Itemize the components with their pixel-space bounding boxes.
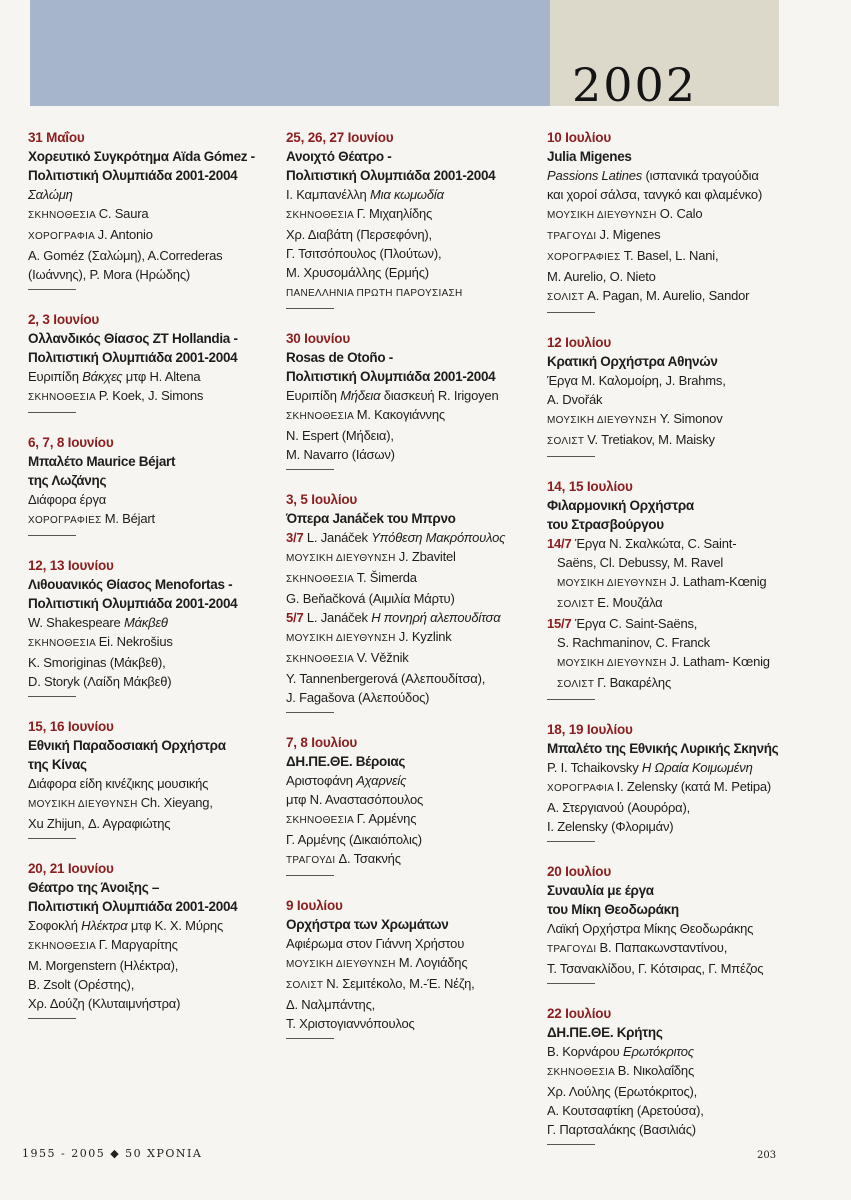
- detail-text: V. Věžnik: [356, 650, 409, 665]
- header-band-blue: [30, 0, 550, 106]
- event-detail-line: [547, 430, 797, 451]
- event-date: 22 Ιουλίου: [547, 1006, 611, 1021]
- detail-text: Τ. Τσανακλίδου, Γ. Κότσιρας, Γ. Μπέζος: [547, 961, 764, 976]
- event-entry: [547, 720, 797, 842]
- event-title: Ορχήστρα των Χρωμάτων: [286, 917, 449, 932]
- detail-text: L. Janáček: [303, 530, 372, 545]
- event-detail-line: [286, 426, 536, 445]
- event-date: 10 Ιουλίου: [547, 130, 611, 145]
- event-entry: [28, 556, 268, 697]
- event-detail-line: [286, 204, 536, 225]
- credit-role-label: ΣΚΗΝΟΘΕΣΙΑ: [28, 210, 99, 221]
- event-date: 25, 26, 27 Ιουνίου: [286, 130, 394, 145]
- event-detail-line: [286, 627, 536, 648]
- event-entry: [547, 862, 797, 984]
- event-detail-line: [28, 916, 268, 935]
- event-detail-line: [286, 771, 536, 790]
- detail-text: Xu Zhijun, Δ. Αγραφιώτης: [28, 816, 171, 831]
- detail-text: A. Dvořák: [547, 392, 603, 407]
- credit-role-label: ΣΟΛΙΣΤ: [547, 436, 588, 447]
- event-date: 9 Ιουλίου: [286, 898, 343, 913]
- event-detail-line: [547, 673, 797, 694]
- event-entry: [28, 128, 268, 290]
- event-entry: [286, 329, 536, 470]
- event-detail-line: [286, 974, 536, 995]
- program-column-2: [286, 128, 536, 1059]
- event-detail-line: [286, 386, 536, 405]
- detail-text: μτφ Ν. Αναστασόπουλος: [286, 792, 424, 807]
- event-entry: [547, 333, 797, 457]
- event-date: 2, 3 Ιουνίου: [28, 312, 100, 327]
- credit-role-label: ΤΡΑΓΟΥΔΙ: [547, 231, 600, 242]
- detail-text: A. Pagan, M. Aurelio, Sandor: [587, 288, 750, 303]
- detail-text: B. Zsolt (Ορέστης),: [28, 977, 135, 992]
- event-detail-line: [547, 166, 797, 185]
- event-detail-line: [547, 1042, 797, 1061]
- detail-text: I. Zelensky (Φλοριμάν): [547, 819, 674, 834]
- detail-text: J. Fagašova (Αλεπούδος): [286, 690, 430, 705]
- event-detail-line: [286, 263, 536, 282]
- event-title: Μπαλέτο της Εθνικής Λυρικής Σκηνής: [547, 741, 779, 756]
- credit-role-label: ΜΟΥΣΙΚΗ ΔΙΕΥΘΥΝΣΗ: [28, 799, 141, 810]
- event-detail-line: [547, 371, 797, 390]
- detail-text: (ισπανικά τραγούδια: [642, 168, 759, 183]
- event-detail-line: [28, 793, 268, 814]
- event-detail-line: [28, 994, 268, 1013]
- detail-text: Β. Νικολαΐδης: [617, 1063, 695, 1078]
- credit-role-label: ΜΟΥΣΙΚΗ ΔΙΕΥΘΥΝΣΗ: [547, 415, 660, 426]
- event-detail-line: [286, 953, 536, 974]
- event-detail-line: [286, 934, 536, 953]
- event-detail-line: [547, 919, 797, 938]
- detail-text: P. I. Tchaikovsky: [547, 760, 642, 775]
- event-detail-line: [28, 509, 268, 530]
- event-title: Rosas de Otoño -: [286, 350, 393, 365]
- event-detail-line: [28, 246, 268, 265]
- detail-text: Ευριπίδη: [28, 369, 83, 384]
- detail-text: J. Antonio: [97, 227, 153, 242]
- event-detail-line: [28, 367, 268, 386]
- event-detail-line: [547, 390, 797, 409]
- event-detail-line: [547, 553, 797, 572]
- event-detail-line: [286, 185, 536, 204]
- event-title: της Κίνας: [28, 757, 87, 772]
- detail-text: Γ. Μιχαηλίδης: [356, 206, 433, 221]
- event-title: ΔΗ.ΠΕ.ΘΕ. Βέροιας: [286, 754, 406, 769]
- event-detail-line: [28, 490, 268, 509]
- event-detail-line: [286, 688, 536, 707]
- detail-text: O. Calo: [659, 206, 703, 221]
- detail-text: Α. Κουτσαφτίκη (Αρετούσα),: [547, 1103, 704, 1118]
- detail-text: C. Saura: [98, 206, 149, 221]
- program-column-3: [547, 128, 797, 1165]
- event-entry: [547, 128, 797, 313]
- detail-text: Μ. Χρυσομάλλης (Ερμής): [286, 265, 429, 280]
- detail-text: L. Janáček: [303, 610, 372, 625]
- event-detail-line: [547, 286, 797, 307]
- detail-text: N. Espert (Μήδεια),: [286, 428, 394, 443]
- event-entry: [286, 490, 536, 713]
- detail-text: Ν. Σεμιτέκολο, Μ.-Έ. Νέζη,: [326, 976, 475, 991]
- credit-role-label: ΧΟΡΟΓΡΑΦΙΕΣ: [547, 252, 624, 263]
- detail-text: Μ. Κακογιάννης: [356, 407, 445, 422]
- event-title: Julia Migenes: [547, 149, 632, 164]
- detail-text: P. Koek, J. Simons: [98, 388, 204, 403]
- event-title: Μπαλέτο Maurice Béjart: [28, 454, 176, 469]
- detail-text: W. Shakespeare: [28, 615, 124, 630]
- detail-text: Ch. Xieyang,: [140, 795, 213, 810]
- event-entry: [28, 433, 268, 536]
- event-detail-line: [547, 1101, 797, 1120]
- event-detail-line: [547, 1120, 797, 1139]
- event-detail-line: [547, 246, 797, 267]
- detail-text: J. Latham- Kœnig: [669, 654, 770, 669]
- credit-role-label: ΣΟΛΙΣΤ: [557, 599, 598, 610]
- event-detail-line: [28, 632, 268, 653]
- detail-text: Διάφορα είδη κινέζικης μουσικής: [28, 776, 209, 791]
- event-detail-line: [286, 809, 536, 830]
- event-detail-line: [547, 593, 797, 614]
- event-entry: [286, 128, 536, 309]
- detail-text: Αφιέρωμα στον Γιάννη Χρήστου: [286, 936, 465, 951]
- event-detail-line: [286, 589, 536, 608]
- credit-role-label: ΤΡΑΓΟΥΔΙ: [547, 944, 600, 955]
- event-date: 15, 16 Ιουνίου: [28, 719, 114, 734]
- page-year: 2002: [572, 58, 698, 112]
- event-detail-line: [547, 572, 797, 593]
- event-detail-line: [547, 1061, 797, 1082]
- event-detail-line: [28, 975, 268, 994]
- event-detail-line: [286, 608, 536, 627]
- event-detail-line: [547, 1082, 797, 1101]
- event-date: 31 Μαΐου: [28, 130, 85, 145]
- event-detail-line: [547, 267, 797, 286]
- detail-text: Β. Κορνάρου: [547, 1044, 623, 1059]
- detail-text: Χρ. Διαβάτη (Περσεφόνη),: [286, 227, 432, 242]
- detail-text: M. Navarro (Ιάσων): [286, 447, 395, 462]
- credit-role-label: ΧΟΡΟΓΡΑΦΙΕΣ: [28, 515, 105, 526]
- detail-text: Υπόθεση Μακρόπουλος: [371, 530, 506, 545]
- detail-text: Γ. Αρμένης: [356, 811, 417, 826]
- detail-text: Τ. Χριστογιαννόπουλος: [286, 1016, 415, 1031]
- event-detail-line: [547, 817, 797, 836]
- event-detail-line: [286, 995, 536, 1014]
- event-detail-line: [28, 204, 268, 225]
- event-date: 18, 19 Ιουλίου: [547, 722, 633, 737]
- event-date: 12, 13 Ιουνίου: [28, 558, 114, 573]
- credit-role-label: ΣΚΗΝΟΘΕΣΙΑ: [286, 815, 357, 826]
- event-detail-line: [28, 956, 268, 975]
- detail-text: και χοροί σάλσα, τανγκό και φλαμένκο): [547, 187, 763, 202]
- event-detail-line: [28, 814, 268, 833]
- event-detail-line: [286, 282, 536, 303]
- event-detail-line: [286, 547, 536, 568]
- detail-text: Αχαρνείς: [356, 773, 407, 788]
- event-title: Κρατική Ορχήστρα Αθηνών: [547, 354, 718, 369]
- detail-text: Έργα C. Saint-Saëns,: [571, 616, 698, 631]
- credit-role-label: ΜΟΥΣΙΚΗ ΔΙΕΥΘΥΝΣΗ: [286, 633, 399, 644]
- event-date: 7, 8 Ιουλίου: [286, 735, 358, 750]
- event-detail-line: [286, 849, 536, 870]
- credit-role-label: ΣΚΗΝΟΘΕΣΙΑ: [28, 392, 99, 403]
- event-entry: [28, 717, 268, 839]
- event-title: Ανοιχτό Θέατρο -: [286, 149, 392, 164]
- event-entry: [286, 896, 536, 1039]
- event-entry: [547, 1004, 797, 1145]
- event-title: Συναυλία με έργα: [547, 883, 654, 898]
- event-detail-line: [28, 935, 268, 956]
- event-entry: [28, 859, 268, 1019]
- event-detail-line: [28, 672, 268, 691]
- event-detail-line: [547, 409, 797, 430]
- event-detail-line: [28, 774, 268, 793]
- detail-text: Passions Latines: [547, 168, 643, 183]
- program-column-1: [28, 128, 268, 1039]
- event-date: 30 Ιουνίου: [286, 331, 350, 346]
- detail-text: Σοφοκλή: [28, 918, 82, 933]
- credit-role-label: ΠΑΝΕΛΛΗΝΙΑ ΠΡΩΤΗ ΠΑΡΟΥΣΙΑΣΗ: [286, 288, 463, 299]
- detail-text: Έργα Ν. Σκαλκώτα, C. Saint-: [571, 536, 737, 551]
- credit-role-label: ΜΟΥΣΙΚΗ ΔΙΕΥΘΥΝΣΗ: [286, 959, 399, 970]
- event-detail-line: [286, 1014, 536, 1033]
- detail-text: J. Latham-Kœnig: [669, 574, 767, 589]
- event-date: 20 Ιουλίου: [547, 864, 611, 879]
- event-detail-line: [547, 777, 797, 798]
- event-title: Όπερα Janáček του Μπρνο: [286, 511, 456, 526]
- event-title: Πολιτιστική Ολυμπιάδα 2001-2004: [28, 596, 238, 611]
- event-title: Εθνική Παραδοσιακή Ορχήστρα: [28, 738, 226, 753]
- detail-text: Δ. Τσακνής: [338, 851, 401, 866]
- event-entry: [547, 477, 797, 700]
- event-detail-line: [28, 185, 268, 204]
- detail-text: Μήδεια: [340, 388, 381, 403]
- detail-text: Χρ. Δούζη (Κλυταιμνήστρα): [28, 996, 181, 1011]
- event-detail-line: [547, 938, 797, 959]
- detail-text: Α. Στεργιανού (Αουρόρα),: [547, 800, 691, 815]
- detail-text: Ι. Καμπανέλλη: [286, 187, 370, 202]
- detail-text: μτφ Κ. Χ. Μύρης: [127, 918, 224, 933]
- event-title: Θέατρο της Άνοιξης –: [28, 880, 160, 895]
- credit-role-label: ΜΟΥΣΙΚΗ ΔΙΕΥΘΥΝΣΗ: [557, 658, 670, 669]
- credit-role-label: ΜΟΥΣΙΚΗ ΔΙΕΥΘΥΝΣΗ: [547, 210, 660, 221]
- detail-text: Β. Παπακωνσταντίνου,: [599, 940, 728, 955]
- detail-text: I. Zelensky (κατά M. Petipa): [616, 779, 772, 794]
- event-detail-line: [547, 798, 797, 817]
- event-detail-line: [286, 405, 536, 426]
- event-detail-line: [28, 265, 268, 284]
- event-detail-line: [286, 225, 536, 244]
- detail-text: Η Ωραία Κοιμωμένη: [641, 760, 753, 775]
- detail-text: Γ. Τσιτσόπουλος (Πλούτων),: [286, 246, 442, 261]
- event-entry: [28, 310, 268, 413]
- event-date: 6, 7, 8 Ιουνίου: [28, 435, 114, 450]
- event-title: του Μίκη Θεοδωράκη: [547, 902, 679, 917]
- detail-text: Saëns, Cl. Debussy, M. Ravel: [557, 555, 724, 570]
- detail-text: Ερωτόκριτος: [623, 1044, 694, 1059]
- detail-text: D. Storyk (Λαίδη Μάκβεθ): [28, 674, 172, 689]
- event-title: της Λωζάνης: [28, 473, 107, 488]
- detail-text: V. Tretiakov, M. Maisky: [587, 432, 715, 447]
- event-detail-line: [547, 225, 797, 246]
- detail-text: Δ. Ναλμπάντης,: [286, 997, 376, 1012]
- event-detail-line: [28, 225, 268, 246]
- detail-text: K. Smoriginas (Μάκβεθ),: [28, 655, 166, 670]
- event-title: Πολιτιστική Ολυμπιάδα 2001-2004: [286, 369, 496, 384]
- event-date: 20, 21 Ιουνίου: [28, 861, 114, 876]
- detail-text: Λαϊκή Ορχήστρα Μίκης Θεοδωράκης: [547, 921, 754, 936]
- event-detail-line: [28, 653, 268, 672]
- credit-role-label: ΣΚΗΝΟΘΕΣΙΑ: [286, 210, 357, 221]
- detail-text: Y. Simonov: [659, 411, 723, 426]
- credit-role-label: ΜΟΥΣΙΚΗ ΔΙΕΥΘΥΝΣΗ: [557, 578, 670, 589]
- credit-role-label: ΣΟΛΙΣΤ: [547, 292, 588, 303]
- event-title: Πολιτιστική Ολυμπιάδα 2001-2004: [28, 350, 238, 365]
- detail-text: Μάκβεθ: [124, 615, 168, 630]
- event-detail-line: [286, 244, 536, 263]
- event-detail-line: [28, 386, 268, 407]
- event-detail-line: [547, 652, 797, 673]
- event-title: Ολλανδικός Θίασος ΖΤ Hollandia -: [28, 331, 238, 346]
- credit-role-label: ΣΚΗΝΟΘΕΣΙΑ: [286, 654, 357, 665]
- event-detail-line: [286, 669, 536, 688]
- credit-role-label: ΤΡΑΓΟΥΔΙ: [286, 855, 339, 866]
- credit-role-label: ΧΟΡΟΓΡΑΦΙΑ: [28, 231, 98, 242]
- event-entry: [286, 733, 536, 876]
- credit-role-label: ΣΟΛΙΣΤ: [286, 980, 327, 991]
- event-detail-line: [286, 528, 536, 547]
- event-detail-line: [286, 568, 536, 589]
- detail-text: T. Basel, L. Nani,: [623, 248, 719, 263]
- detail-text: Γ. Μαργαρίτης: [98, 937, 178, 952]
- event-detail-line: [547, 633, 797, 652]
- detail-text: Γ. Παρτσαλάκης (Βασιλιάς): [547, 1122, 696, 1137]
- event-detail-line: [547, 534, 797, 553]
- credit-role-label: ΣΚΗΝΟΘΕΣΙΑ: [28, 638, 99, 649]
- event-detail-line: [286, 445, 536, 464]
- detail-text: Μ. Λογιάδης: [398, 955, 468, 970]
- performance-date: 3/7: [286, 530, 304, 545]
- event-date: 14, 15 Ιουλίου: [547, 479, 633, 494]
- credit-role-label: ΣΚΗΝΟΘΕΣΙΑ: [286, 411, 357, 422]
- event-detail-line: [547, 614, 797, 633]
- credit-role-label: ΣΚΗΝΟΘΕΣΙΑ: [547, 1067, 618, 1078]
- event-detail-line: [286, 830, 536, 849]
- credit-role-label: ΣΟΛΙΣΤ: [557, 679, 598, 690]
- event-detail-line: [28, 613, 268, 632]
- detail-text: Γ. Αρμένης (Δικαιόπολις): [286, 832, 422, 847]
- event-detail-line: [547, 204, 797, 225]
- detail-text: Χρ. Λούλης (Ερωτόκριτος),: [547, 1084, 698, 1099]
- detail-text: T. Šimerda: [356, 570, 417, 585]
- detail-text: Διάφορα έργα: [28, 492, 107, 507]
- credit-role-label: ΣΚΗΝΟΘΕΣΙΑ: [28, 941, 99, 952]
- event-detail-line: [286, 648, 536, 669]
- event-title: Φιλαρμονική Ορχήστρα: [547, 498, 694, 513]
- detail-text: G. Beňačková (Αιμιλία Μάρτυ): [286, 591, 455, 606]
- credit-role-label: ΧΟΡΟΓΡΑΦΙΑ: [547, 783, 617, 794]
- detail-text: J. Zbavitel: [398, 549, 456, 564]
- event-detail-line: [547, 959, 797, 978]
- detail-text: M. Béjart: [104, 511, 155, 526]
- event-title: Πολιτιστική Ολυμπιάδα 2001-2004: [286, 168, 496, 183]
- detail-text: Ηλέκτρα: [81, 918, 128, 933]
- detail-text: Μια κωμωδία: [370, 187, 444, 202]
- detail-text: Σαλώμη: [28, 187, 73, 202]
- credit-role-label: ΣΚΗΝΟΘΕΣΙΑ: [286, 574, 357, 585]
- detail-text: Έργα Μ. Καλομοίρη, J. Brahms,: [547, 373, 726, 388]
- detail-text: A. Goméz (Σαλώμη), A.Correderas: [28, 248, 223, 263]
- detail-text: Αριστοφάνη: [286, 773, 357, 788]
- event-date: 12 Ιουλίου: [547, 335, 611, 350]
- detail-text: M. Aurelio, O. Nieto: [547, 269, 656, 284]
- performance-date: 14/7: [547, 536, 572, 551]
- detail-text: (Ιωάννης), P. Mora (Ηρώδης): [28, 267, 191, 282]
- detail-text: Ei. Nekrošius: [98, 634, 173, 649]
- performance-date: 15/7: [547, 616, 572, 631]
- detail-text: Ευριπίδη: [286, 388, 341, 403]
- event-detail-line: [286, 790, 536, 809]
- event-title: του Στρασβούργου: [547, 517, 664, 532]
- detail-text: J. Kyzlink: [398, 629, 452, 644]
- detail-text: Γ. Βακαρέλης: [597, 675, 672, 690]
- performance-date: 5/7: [286, 610, 304, 625]
- detail-text: S. Rachmaninov, C. Franck: [557, 635, 710, 650]
- event-title: Λιθουανικός Θίασος Menofortas -: [28, 577, 233, 592]
- detail-text: Η πονηρή αλεπουδίτσα: [371, 610, 501, 625]
- detail-text: J. Migenes: [599, 227, 661, 242]
- credit-role-label: ΜΟΥΣΙΚΗ ΔΙΕΥΘΥΝΣΗ: [286, 553, 399, 564]
- detail-text: διασκευή R. Irigoyen: [380, 388, 499, 403]
- event-title: ΔΗ.ΠΕ.ΘΕ. Κρήτης: [547, 1025, 663, 1040]
- footer-series: 1955 - 2005 ◆ 50 ΧΡΟΝΙΑ: [22, 1147, 203, 1160]
- detail-text: Βάκχες: [82, 369, 123, 384]
- event-date: 3, 5 Ιουλίου: [286, 492, 358, 507]
- detail-text: M. Morgenstern (Ηλέκτρα),: [28, 958, 179, 973]
- detail-text: μτφ H. Altena: [122, 369, 201, 384]
- event-detail-line: [547, 758, 797, 777]
- event-title: Πολιτιστική Ολυμπιάδα 2001-2004: [28, 168, 238, 183]
- page-number: 203: [757, 1150, 777, 1161]
- event-detail-line: [547, 185, 797, 204]
- detail-text: Y. Tannenbergerová (Αλεπουδίτσα),: [286, 671, 486, 686]
- detail-text: Ε. Μουζάλα: [597, 595, 663, 610]
- event-title: Πολιτιστική Ολυμπιάδα 2001-2004: [28, 899, 238, 914]
- event-title: Χορευτικό Συγκρότημα Aïda Gómez -: [28, 149, 255, 164]
